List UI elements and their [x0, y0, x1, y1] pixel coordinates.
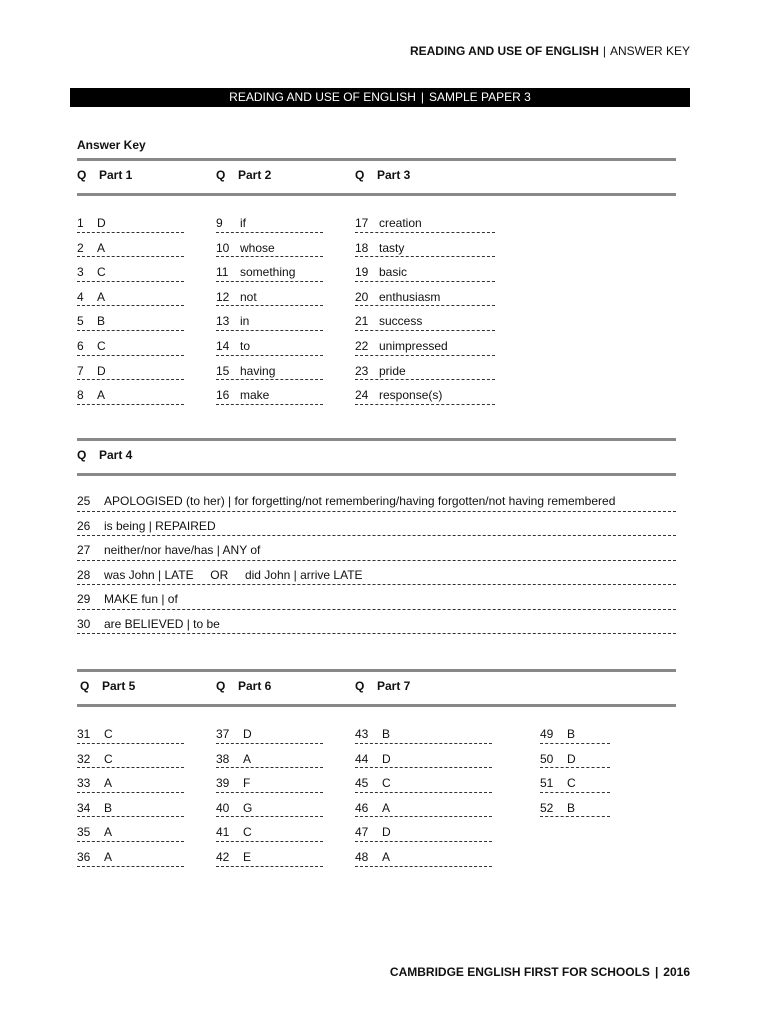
- answer-row: [216, 306, 323, 331]
- section-header-parts-1-3: [77, 158, 676, 196]
- answer-row: [355, 331, 495, 356]
- answer-row: [77, 768, 184, 793]
- answer-value: neither/nor have/has | ANY of: [104, 543, 261, 557]
- question-number: 34: [77, 800, 91, 815]
- question-number: 33: [77, 776, 91, 791]
- running-head-subtitle: ANSWER KEY: [609, 44, 690, 58]
- question-number: 1: [77, 216, 84, 230]
- answer-row: [216, 282, 323, 307]
- question-number: 26: [77, 518, 91, 533]
- question-number: 40: [216, 800, 230, 815]
- question-number: 36: [77, 849, 91, 864]
- answer-value: not: [240, 289, 257, 304]
- column-part-3: [355, 208, 495, 405]
- question-number: 46: [355, 800, 369, 815]
- answer-value: is being | REPAIRED: [104, 518, 216, 533]
- header-q-label: Q: [355, 679, 365, 693]
- answer-value: B: [567, 800, 576, 815]
- answer-row: [77, 585, 676, 610]
- section-parts-5-7: [77, 669, 676, 879]
- question-number: 52: [540, 800, 554, 815]
- question-number: 37: [216, 727, 230, 741]
- answer-row: [540, 768, 610, 793]
- running-head: [410, 44, 690, 58]
- question-number: 25: [77, 494, 91, 508]
- answer-row: [355, 744, 492, 769]
- title-bar-right: SAMPLE PAPER 3: [429, 90, 531, 104]
- header-part-3: [355, 168, 410, 182]
- question-number: 24: [355, 388, 369, 403]
- answer-value: A: [243, 751, 252, 766]
- answer-value: C: [243, 825, 252, 840]
- question-number: 18: [355, 240, 369, 255]
- answer-value: response(s): [379, 388, 443, 403]
- answer-value: C: [382, 776, 391, 791]
- answer-row: [355, 380, 495, 405]
- section-part-4: [77, 438, 676, 638]
- answer-row: [355, 793, 492, 818]
- answer-value: E: [243, 849, 252, 864]
- answer-value: unimpressed: [379, 338, 448, 353]
- header-part-label: Part 2: [238, 168, 272, 182]
- answer-row: [216, 768, 323, 793]
- question-number: 6: [77, 338, 84, 353]
- answer-value: D: [567, 751, 576, 766]
- question-number: 15: [216, 363, 230, 378]
- question-number: 35: [77, 825, 91, 840]
- section-header-parts-5-7: [77, 669, 676, 707]
- column-part-5: [77, 719, 184, 867]
- column-part-1: [77, 208, 184, 405]
- answer-row: [216, 842, 323, 867]
- answer-key-label: Answer Key: [77, 138, 146, 152]
- answer-row: [77, 233, 184, 258]
- question-number: 45: [355, 776, 369, 791]
- answer-value: to: [240, 338, 251, 353]
- answer-value: B: [382, 727, 391, 741]
- answer-row: [77, 356, 184, 381]
- answer-value: A: [104, 825, 113, 840]
- answer-row: [355, 842, 492, 867]
- question-number: 12: [216, 289, 230, 304]
- header-part-label: Part 1: [99, 168, 133, 182]
- answer-value: success: [379, 314, 423, 329]
- question-number: 48: [355, 849, 369, 864]
- answer-row: [77, 512, 676, 537]
- header-part-label: Part 7: [377, 679, 411, 693]
- question-number: 3: [77, 265, 84, 280]
- answer-row: [355, 817, 492, 842]
- question-number: 20: [355, 289, 369, 304]
- answer-value: was John | LATE OR did John | arrive LATE: [104, 567, 363, 582]
- answer-value: A: [382, 800, 391, 815]
- answer-row: [355, 282, 495, 307]
- question-number: 51: [540, 776, 554, 791]
- title-bar-separator: |: [420, 90, 424, 104]
- answer-value: F: [243, 776, 251, 791]
- answer-row: [216, 356, 323, 381]
- question-number: 2: [77, 240, 84, 255]
- answer-row: [216, 744, 323, 769]
- answer-value: make: [240, 388, 270, 403]
- answer-row: [77, 208, 184, 233]
- answer-value: D: [97, 363, 106, 378]
- header-part-7: [355, 679, 410, 693]
- header-part-label: Part 4: [99, 448, 133, 462]
- part-4-rows: [77, 487, 676, 634]
- answer-value: tasty: [379, 240, 405, 255]
- question-number: 41: [216, 825, 230, 840]
- question-number: 22: [355, 338, 369, 353]
- answer-value: A: [97, 289, 106, 304]
- answer-row: [216, 380, 323, 405]
- question-number: 14: [216, 338, 230, 353]
- answer-value: D: [382, 751, 391, 766]
- answer-value: are BELIEVED | to be: [104, 616, 220, 631]
- question-number: 43: [355, 727, 369, 741]
- answer-row: [77, 536, 676, 561]
- answer-row: [77, 282, 184, 307]
- answer-value: C: [104, 727, 113, 741]
- column-part-2: [216, 208, 323, 405]
- question-number: 17: [355, 216, 369, 230]
- header-part-label: Part 6: [238, 679, 272, 693]
- header-part-label: Part 3: [377, 168, 411, 182]
- question-number: 49: [540, 727, 554, 741]
- header-part-2: [216, 168, 271, 182]
- header-part-4: [77, 448, 132, 462]
- answer-value: APOLOGISED (to her) | for forgetting/not remembering/having forgotten/not having remembered: [104, 494, 616, 508]
- running-head-separator: |: [602, 44, 606, 58]
- question-number: 32: [77, 751, 91, 766]
- title-bar: [70, 88, 690, 107]
- answer-row: [216, 793, 323, 818]
- answer-value: D: [97, 216, 106, 230]
- answer-value: in: [240, 314, 250, 329]
- question-number: 50: [540, 751, 554, 766]
- answer-row: [540, 719, 610, 744]
- question-number: 28: [77, 567, 91, 582]
- answer-value: enthusiasm: [379, 289, 441, 304]
- answer-row: [355, 208, 495, 233]
- answer-row: [77, 744, 184, 769]
- column-part-7a: [355, 719, 492, 867]
- header-q-label: Q: [80, 679, 90, 693]
- answer-row: [216, 331, 323, 356]
- header-q-label: Q: [355, 168, 365, 182]
- answer-row: [77, 842, 184, 867]
- answer-value: pride: [379, 363, 406, 378]
- header-q-label: Q: [77, 168, 87, 182]
- question-number: 11: [216, 265, 229, 280]
- question-number: 27: [77, 543, 91, 557]
- answer-row: [540, 744, 610, 769]
- question-number: 30: [77, 616, 91, 631]
- answer-value: D: [382, 825, 391, 840]
- question-number: 10: [216, 240, 230, 255]
- answer-row: [216, 719, 323, 744]
- answer-value: B: [97, 314, 106, 329]
- header-q-label: Q: [77, 448, 87, 462]
- answer-value: creation: [379, 216, 422, 230]
- answer-value: MAKE fun | of: [104, 592, 178, 606]
- answer-value: G: [243, 800, 253, 815]
- question-number: 4: [77, 289, 84, 304]
- answer-value: D: [243, 727, 252, 741]
- answer-row: [77, 793, 184, 818]
- answer-row: [540, 793, 610, 818]
- answer-value: basic: [379, 265, 408, 280]
- answer-value: A: [104, 849, 113, 864]
- answer-row: [216, 257, 323, 282]
- answer-value: if: [240, 216, 246, 230]
- answer-row: [77, 331, 184, 356]
- footer: [390, 965, 690, 979]
- question-number: 31: [77, 727, 91, 741]
- answer-row: [216, 233, 323, 258]
- answer-row: [77, 719, 184, 744]
- column-part-7b: [540, 719, 610, 817]
- answer-value: C: [104, 751, 113, 766]
- answer-row: [77, 306, 184, 331]
- answer-value: something: [240, 265, 296, 280]
- answer-value: A: [97, 388, 106, 403]
- answer-row: [216, 817, 323, 842]
- running-head-title: READING AND USE OF ENGLISH: [409, 44, 599, 58]
- question-number: 21: [355, 314, 369, 329]
- answer-row: [77, 817, 184, 842]
- answer-row: [355, 719, 492, 744]
- column-part-6: [216, 719, 323, 867]
- question-number: 8: [77, 388, 84, 403]
- question-number: 5: [77, 314, 84, 329]
- question-number: 39: [216, 776, 230, 791]
- answer-value: C: [567, 776, 576, 791]
- question-number: 19: [355, 265, 369, 280]
- answer-value: B: [567, 727, 576, 741]
- question-number: 42: [216, 849, 230, 864]
- answer-row: [216, 208, 323, 233]
- question-number: 7: [77, 363, 84, 378]
- header-q-label: Q: [216, 168, 226, 182]
- answer-value: whose: [240, 240, 275, 255]
- question-number: 13: [216, 314, 230, 329]
- answer-value: B: [104, 800, 113, 815]
- question-number: 23: [355, 363, 369, 378]
- answer-value: A: [97, 240, 106, 255]
- answer-row: [77, 610, 676, 635]
- answer-row: [355, 768, 492, 793]
- question-number: 9: [216, 216, 223, 230]
- section-parts-1-3: [77, 158, 676, 408]
- header-q-label: Q: [216, 679, 226, 693]
- footer-title: CAMBRIDGE ENGLISH FIRST FOR SCHOOLS: [389, 965, 650, 979]
- question-number: 16: [216, 388, 230, 403]
- answer-row: [355, 356, 495, 381]
- answer-row: [77, 257, 184, 282]
- answer-row: [355, 233, 495, 258]
- answer-row: [355, 306, 495, 331]
- footer-separator: |: [654, 965, 659, 979]
- answer-value: A: [382, 849, 391, 864]
- footer-year: 2016: [663, 965, 690, 979]
- header-part-label: Part 5: [102, 679, 136, 693]
- answer-row: [77, 561, 676, 586]
- title-bar-left: READING AND USE OF ENGLISH: [229, 90, 416, 104]
- header-part-6: [216, 679, 271, 693]
- header-part-5: [80, 679, 135, 693]
- header-part-1: [77, 168, 132, 182]
- answer-row: [355, 257, 495, 282]
- question-number: 47: [355, 825, 369, 840]
- answer-row: [77, 380, 184, 405]
- answer-value: C: [97, 265, 106, 280]
- question-number: 44: [355, 751, 369, 766]
- answer-value: having: [240, 363, 276, 378]
- answer-value: C: [97, 338, 106, 353]
- question-number: 38: [216, 751, 230, 766]
- answer-value: A: [104, 776, 113, 791]
- question-number: 29: [77, 592, 91, 606]
- section-header-part-4: [77, 438, 676, 476]
- answer-row: [77, 487, 676, 512]
